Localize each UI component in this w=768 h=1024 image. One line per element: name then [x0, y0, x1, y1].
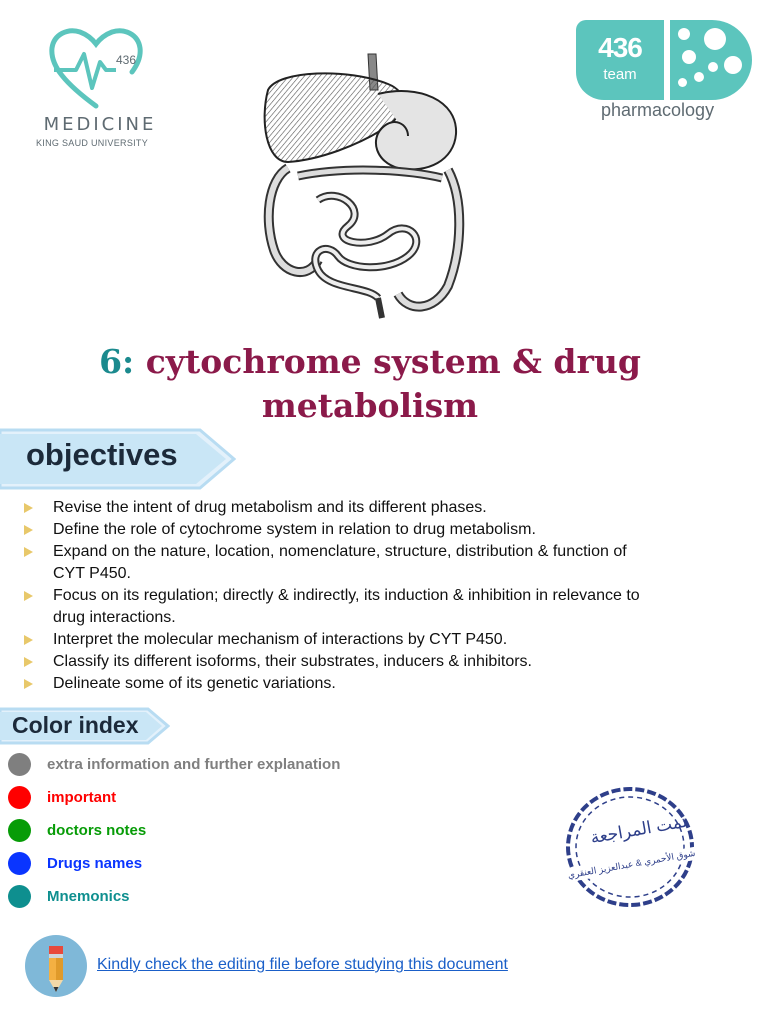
color-index-row	[8, 786, 428, 812]
arrow-bullet-icon	[24, 591, 33, 601]
list-item: Expand on the nature, location, nomenclature, structure, distribution & function of CYT P450.	[22, 541, 662, 585]
stamp-line-2: شوق الأحمري & عبدالعزيز العنقري	[564, 846, 699, 882]
dot	[724, 56, 742, 74]
color-index-row	[8, 753, 428, 779]
arrow-bullet-icon	[24, 547, 33, 557]
medicine-word: MEDICINE	[43, 114, 157, 135]
list-item: Define the role of cytochrome system in relation to drug metabolism.	[22, 519, 662, 541]
stamp-ring-icon	[560, 782, 700, 912]
team-logo	[574, 18, 754, 128]
color-index-row	[8, 852, 428, 878]
stamp-line-1: تمت المراجعة	[589, 811, 689, 848]
teal-dot-icon	[8, 885, 31, 908]
arrow-bullet-icon	[24, 525, 33, 535]
objectives-banner	[0, 428, 236, 490]
color-label: extra information and further explanation	[47, 756, 341, 773]
dots-badge	[670, 20, 752, 100]
blue-dot-icon	[8, 852, 31, 875]
title-number: 6:	[99, 342, 135, 381]
team-number: 436	[598, 32, 642, 63]
arrow-bullet-icon	[24, 679, 33, 689]
color-label: Drugs names	[47, 855, 143, 872]
color-label: doctors notes	[47, 822, 147, 839]
team-badge	[576, 20, 664, 100]
page-title	[40, 340, 700, 428]
red-dot-icon	[8, 786, 31, 809]
color-index-banner	[0, 707, 170, 745]
color-index-heading: Color index	[12, 712, 139, 738]
arrow-bullet-icon	[24, 657, 33, 667]
heart-pulse-icon	[46, 26, 146, 110]
logo-number: 436	[116, 53, 137, 67]
color-index-row	[8, 885, 428, 911]
arrow-bullet-icon	[24, 503, 33, 513]
dot	[708, 62, 718, 72]
title-text: cytochrome system & drug metabolism	[145, 342, 641, 425]
color-label: important	[47, 789, 117, 806]
dot	[704, 28, 726, 50]
pencil-icon	[24, 934, 88, 998]
color-label: Mnemonics	[47, 888, 130, 905]
green-dot-icon	[8, 819, 31, 842]
color-index-row	[8, 819, 428, 845]
objectives-list	[22, 497, 662, 695]
dot	[678, 28, 690, 40]
grey-dot-icon	[8, 753, 31, 776]
dot	[694, 72, 704, 82]
list-item: Revise the intent of drug metabolism and its different phases.	[22, 497, 662, 519]
list-item: Classify its different isoforms, their substrates, inducers & inhibitors.	[22, 651, 662, 673]
university-name: KING SAUD UNIVERSITY	[36, 138, 149, 148]
list-item: Focus on its regulation; directly & indirectly, its induction & inhibition in relevance to drug interactions.	[22, 585, 662, 629]
dot	[678, 78, 687, 87]
digestive-system-illustration	[258, 50, 478, 322]
review-stamp	[560, 782, 700, 912]
editing-file-link[interactable]: Kindly check the editing file before studying this document	[97, 956, 508, 973]
dot	[682, 50, 696, 64]
subject-word: pharmacology	[601, 100, 715, 120]
arrow-bullet-icon	[24, 635, 33, 645]
medicine-logo	[18, 26, 180, 156]
list-item: Interpret the molecular mechanism of interactions by CYT P450.	[22, 629, 662, 651]
list-item: Delineate some of its genetic variations.	[22, 673, 662, 695]
objectives-heading: objectives	[26, 437, 178, 472]
team-word: team	[603, 66, 637, 83]
